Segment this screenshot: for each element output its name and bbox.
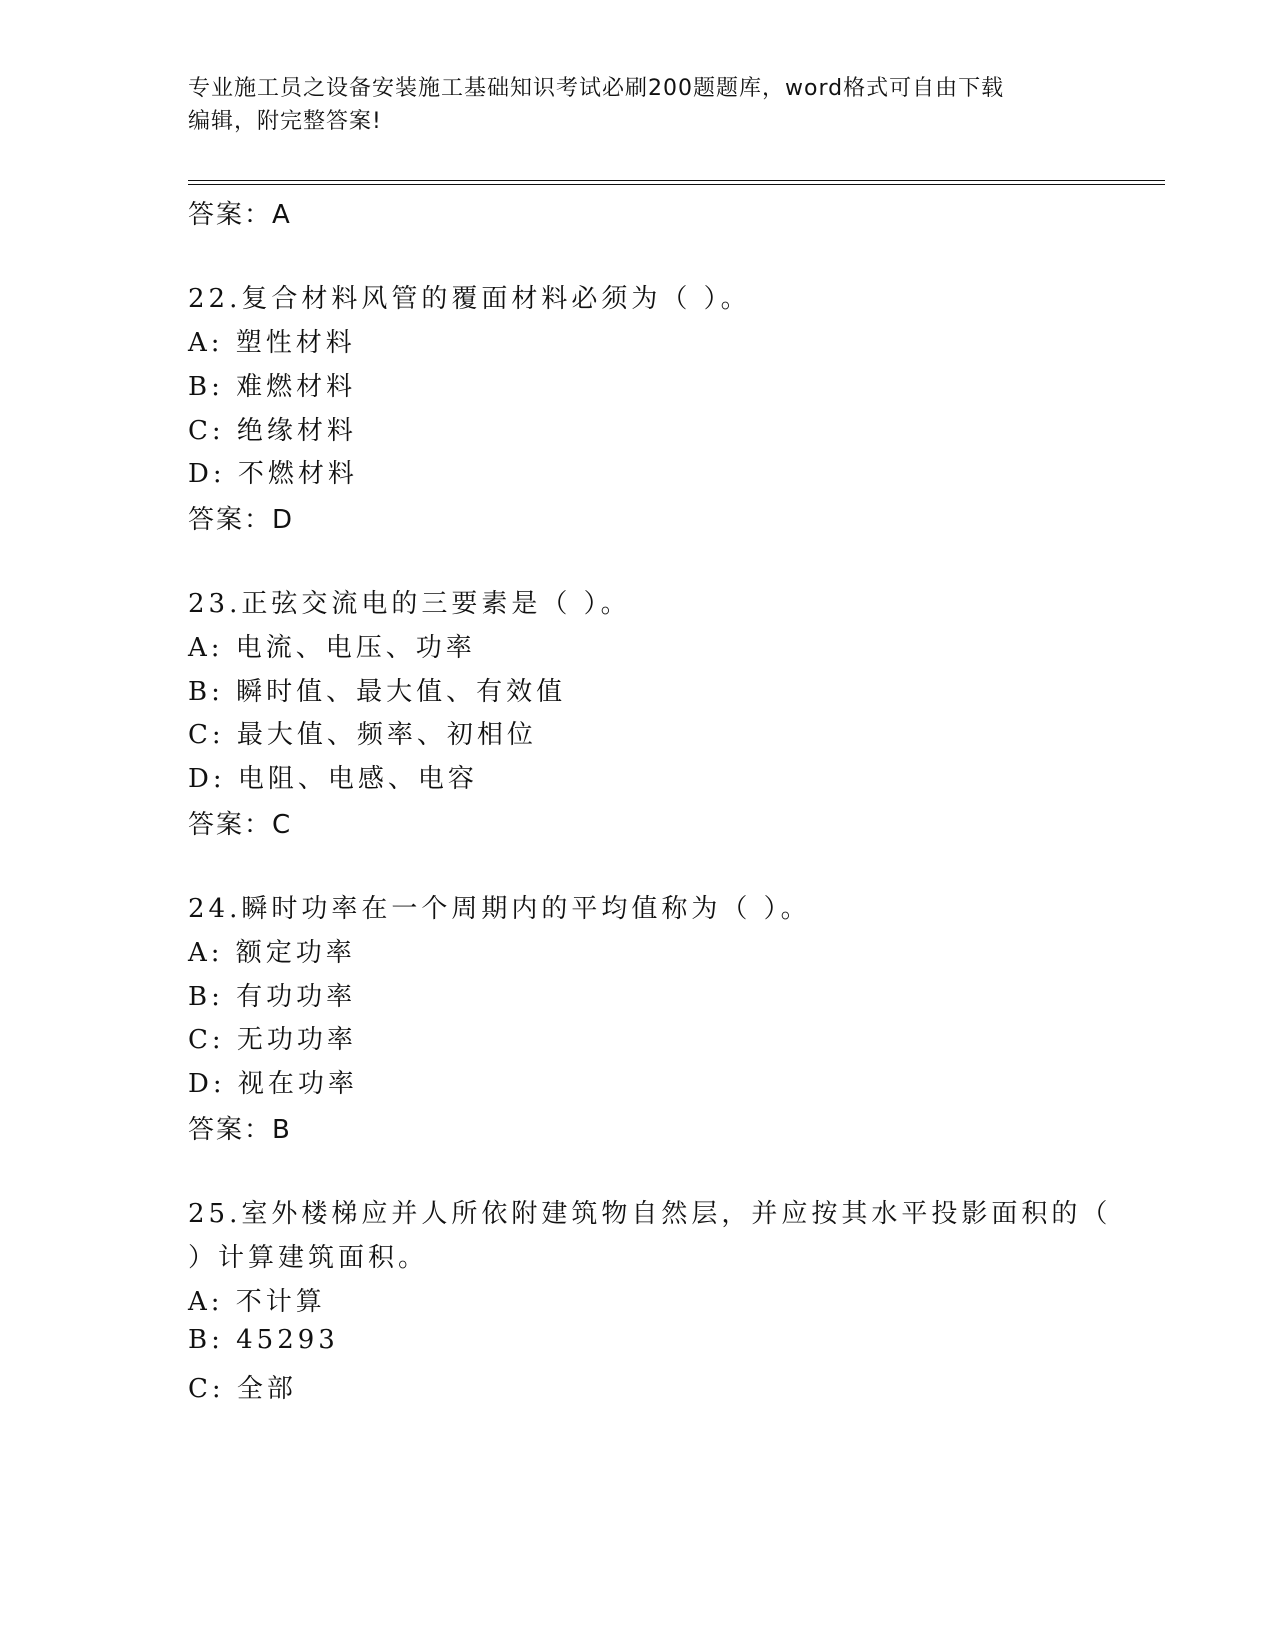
option-c: C: 无功功率: [188, 1025, 357, 1055]
option-a: A: 电流、电压、功率: [188, 633, 476, 663]
answer-label: 答案：B: [188, 1115, 292, 1145]
question-stem: 22.复合材料风管的覆面材料必须为（ ）。: [188, 284, 751, 314]
option-a: A: 额定功率: [188, 938, 356, 968]
option-c: C: 全部: [188, 1374, 297, 1404]
option-b: B: 难燃材料: [188, 372, 357, 402]
header-line-1: 专业施工员之设备安装施工基础知识考试必刷200题题库，word格式可自由下载: [188, 76, 1005, 101]
header-divider-bottom: [188, 184, 1165, 185]
option-b: B: 有功功率: [188, 982, 357, 1012]
option-b: B: 45293: [188, 1325, 339, 1355]
option-c: C: 绝缘材料: [188, 416, 357, 446]
document-header: [188, 72, 1068, 138]
question-stem-line-2: ）计算建筑面积。: [188, 1243, 429, 1273]
question-stem: 23.正弦交流电的三要素是（ ）。: [188, 589, 631, 619]
question-stem: 24.瞬时功率在一个周期内的平均值称为（ ）。: [188, 894, 811, 924]
option-d: D: 电阻、电感、电容: [188, 764, 478, 794]
option-d: D: 视在功率: [188, 1069, 358, 1099]
question-stem-line-1: 25.室外楼梯应并人所依附建筑物自然层，并应按其水平投影面积的（: [188, 1199, 1112, 1229]
option-a: A: 塑性材料: [188, 328, 356, 358]
option-a: A: 不计算: [188, 1287, 326, 1317]
option-d: D: 不燃材料: [188, 459, 358, 489]
option-b: B: 瞬时值、最大值、有效值: [188, 677, 567, 707]
header-line-2: 编辑，附完整答案!: [188, 109, 382, 134]
answer-label: 答案：A: [188, 200, 292, 230]
answer-label: 答案：D: [188, 505, 295, 535]
header-divider-top: [188, 180, 1165, 181]
answer-label: 答案：C: [188, 810, 293, 840]
option-c: C: 最大值、频率、初相位: [188, 720, 537, 750]
